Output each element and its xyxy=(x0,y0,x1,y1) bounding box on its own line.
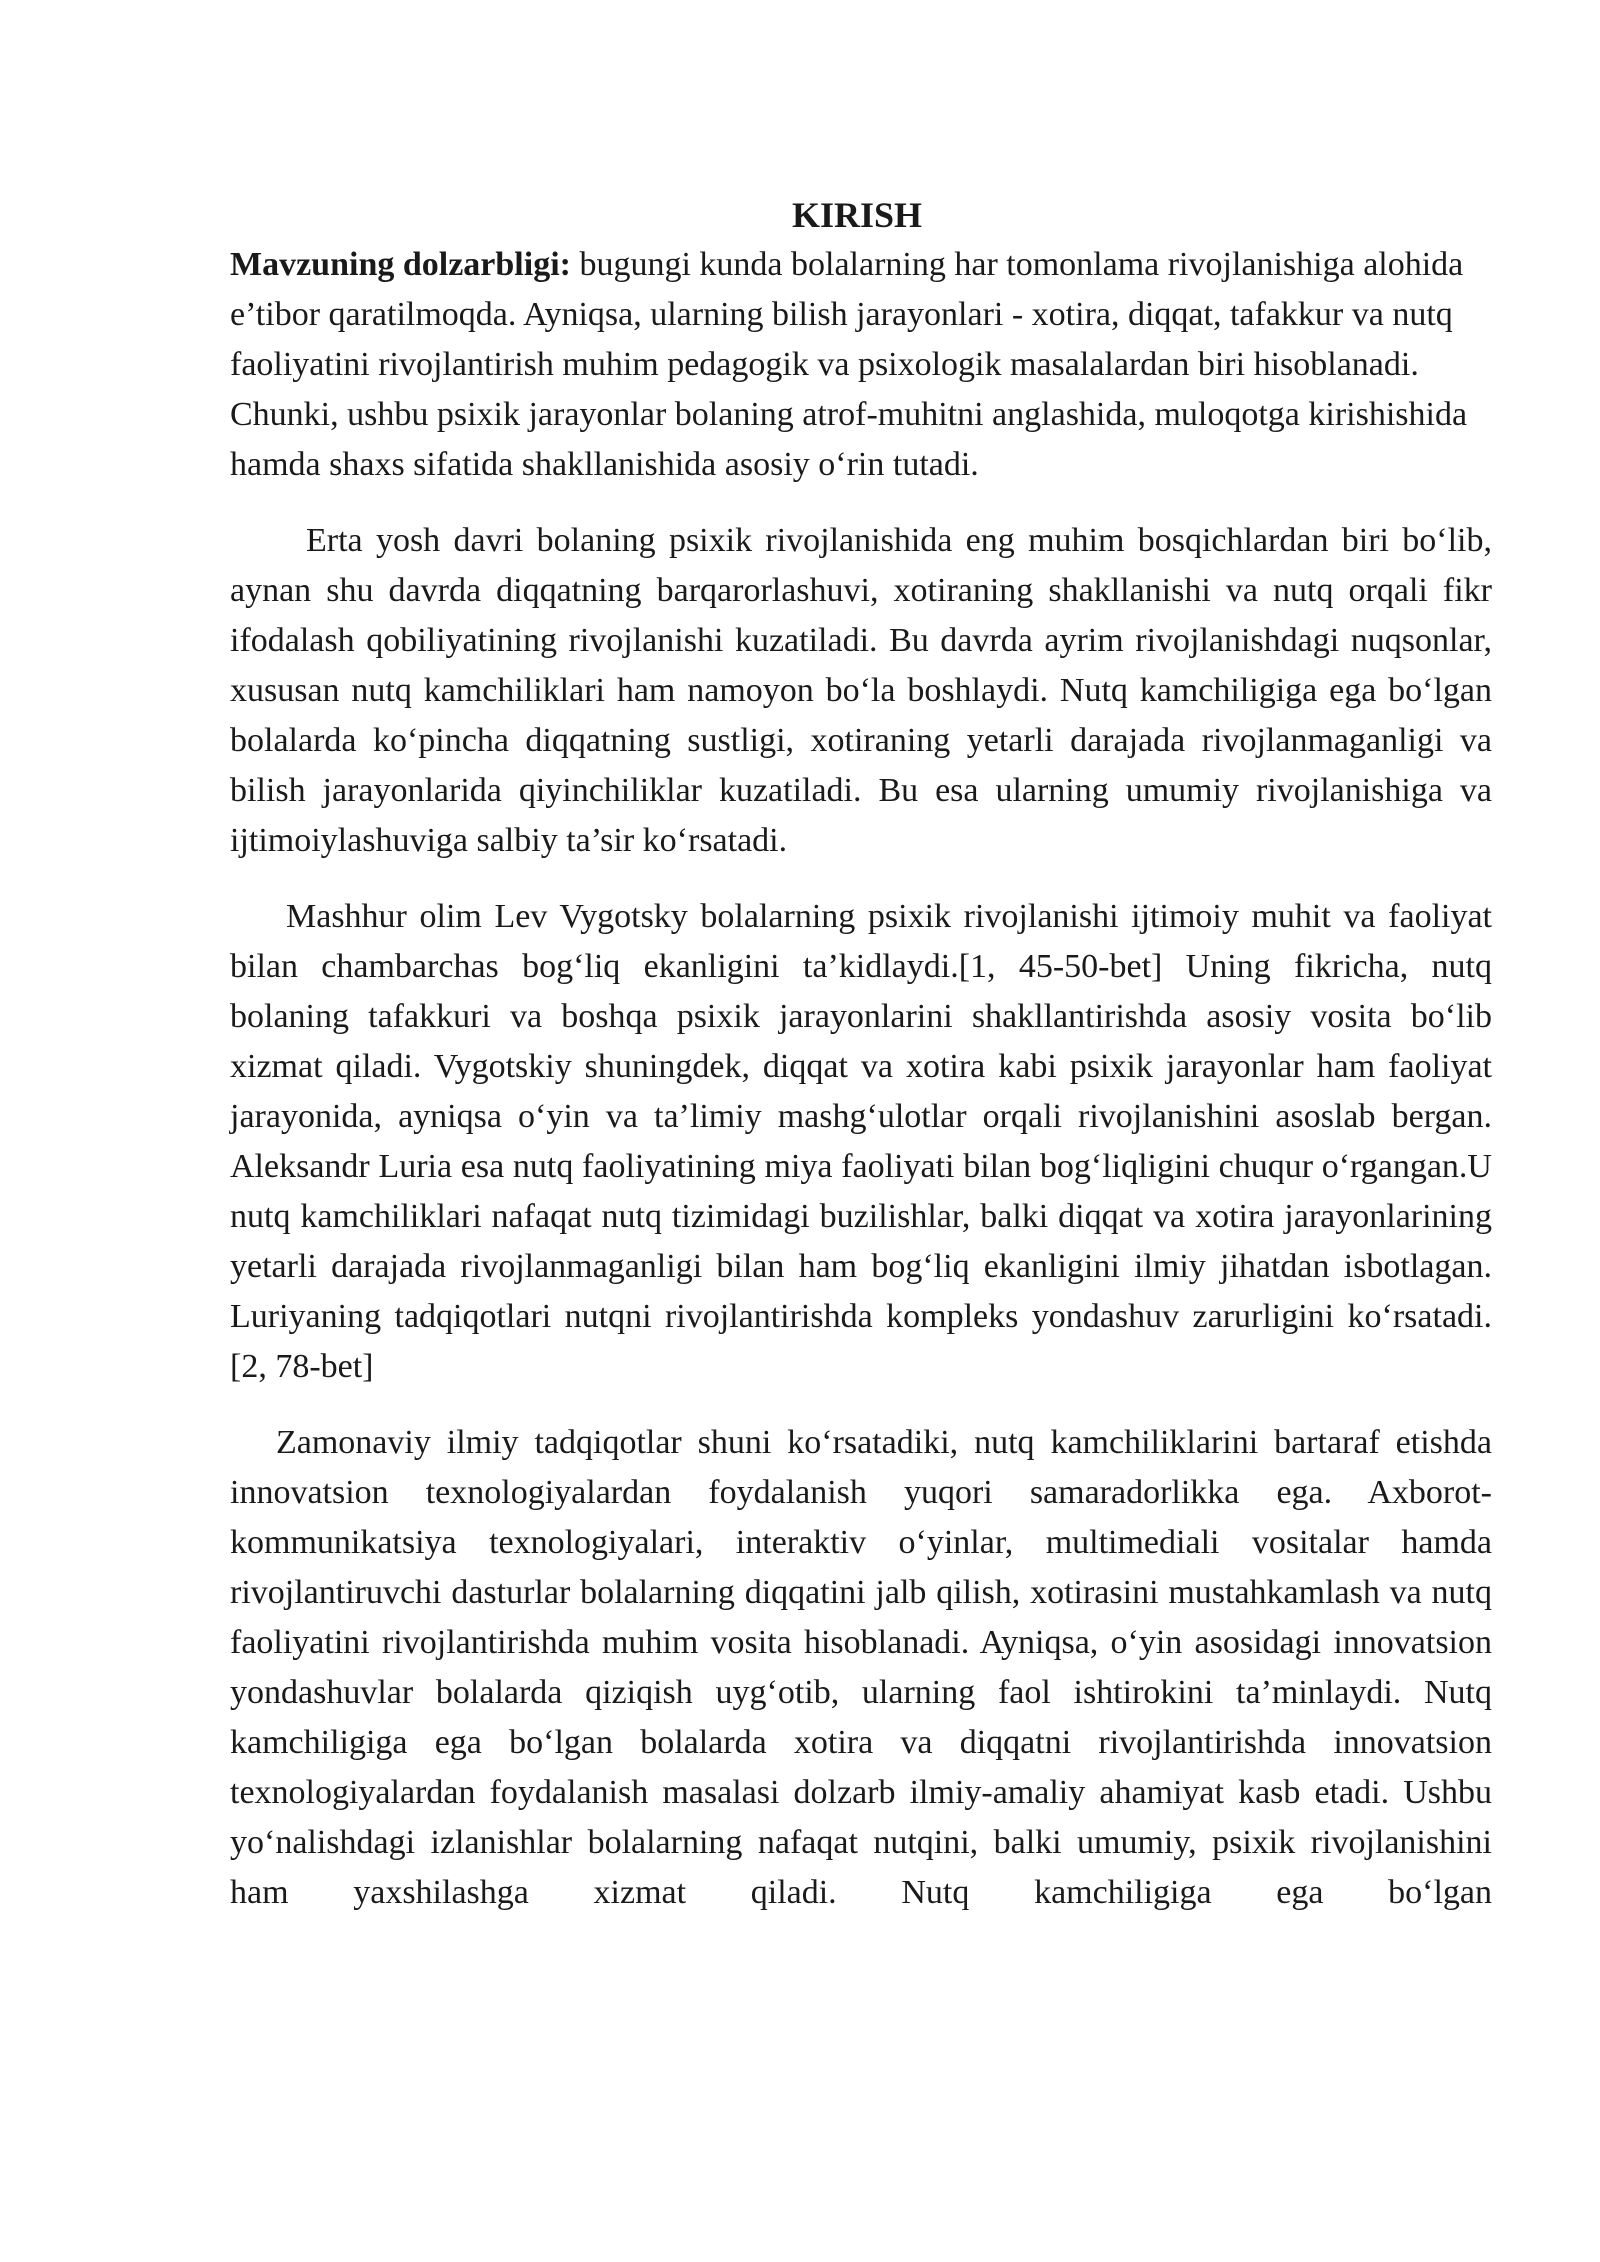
page-title xyxy=(230,190,1492,240)
paragraph-3: Mashhur olim Lev Vygotsky bolalarning psixik rivojlanishi ijtimoiy muhit va faoliyat bilan chambarchas bog‘liq ekanligini ta’kidlaydi.[1, 45-50-bet] Uning fikricha, nutq bolaning tafakkuri va boshqa psixik jarayonlarini shakllantirishda asosiy vosita bo‘lib xizmat qiladi. Vygotskiy shuningdek, diqqat va xotira kabi psixik jarayonlar ham faoliyat jarayonida, ayniqsa o‘yin va ta’limiy mashg‘ulotlar orqali rivojlanishini asoslab bergan. Aleksandr Luria esa nutq faoliyatining miya faoliyati bilan bog‘liqligini chuqur o‘rgangan.U nutq kamchiliklari nafaqat nutq tizimidagi buzilishlar, balki diqqat va xotira jarayonlarining yetarli darajada rivojlanmaganligi bilan ham bog‘liq ekanligini ilmiy jihatdan isbotlagan. Luriyaning tadqiqotlari nutqni rivojlantirishda kompleks yondashuv zarurligini ko‘rsatadi.[2, 78-bet] xyxy=(230,898,1492,1385)
intro-paragraph xyxy=(230,240,1492,490)
document-page xyxy=(230,190,1492,1944)
intro-lead: Mavzuning dolzarbligi: xyxy=(230,246,571,283)
intro-body: bugungi kunda bolalarning har tomonlama rivojlanishiga alohida e’tibor qaratilmoqda. Ayniqsa, ularning bilish jarayonlari - xotira, diqqat, tafakkur va nutq faoliyatini rivojlantirish muhim pedagogik va psixologik masalalardan biri hisoblanadi. Chunki, ushbu psixik jarayonlar bolaning atrof-muhitni anglashida, muloqotga kirishishida hamda shaxs sifatida shakllanishida asosiy o‘rin tutadi. xyxy=(230,246,1468,483)
paragraph-2: Erta yosh davri bolaning psixik rivojlanishida eng muhim bosqichlardan biri bo‘lib, aynan shu davrda diqqatning barqarorlashuvi, xotiraning shakllanishi va nutq orqali fikr ifodalash qobiliyatining rivojlanishi kuzatiladi. Bu davrda ayrim rivojlanishdagi nuqsonlar, xususan nutq kamchiliklari ham namoyon bo‘la boshlaydi. Nutq kamchiligiga ega bo‘lgan bolalarda ko‘pincha diqqatning sustligi, xotiraning yetarli darajada rivojlanmaganligi va bilish jarayonlarida qiyinchiliklar kuzatiladi. Bu esa ularning umumiy rivojlanishiga va ijtimoiylashuviga salbiy ta’sir ko‘rsatadi. xyxy=(230,522,1492,859)
paragraph-4: Zamonaviy ilmiy tadqiqotlar shuni ko‘rsatadiki, nutq kamchiliklarini bartaraf etishda innovatsion texnologiyalardan foydalanish yuqori samaradorlikka ega. Axborot-kommunikatsiya texnologiyalari, interaktiv o‘yinlar, multimediali vositalar hamda rivojlantiruvchi dasturlar bolalarning diqqatini jalb qilish, xotirasini mustahkamlash va nutq faoliyatini rivojlantirishda muhim vosita hisoblanadi. Ayniqsa, o‘yin asosidagi innovatsion yondashuvlar bolalarda qiziqish uyg‘otib, ularning faol ishtirokini ta’minlaydi. Nutq kamchiligiga ega bo‘lgan bolalarda xotira va diqqatni rivojlantirishda innovatsion texnologiyalardan foydalanish masalasi dolzarb ilmiy-amaliy ahamiyat kasb etadi. Ushbu yo‘nalishdagi izlanishlar bolalarning nafaqat nutqini, balki umumiy, psixik rivojlanishini ham yaxshilashga xizmat qiladi. Nutq kamchiligiga ega bo‘lgan xyxy=(230,1424,1492,1911)
title-text: KIRISH xyxy=(791,195,923,235)
